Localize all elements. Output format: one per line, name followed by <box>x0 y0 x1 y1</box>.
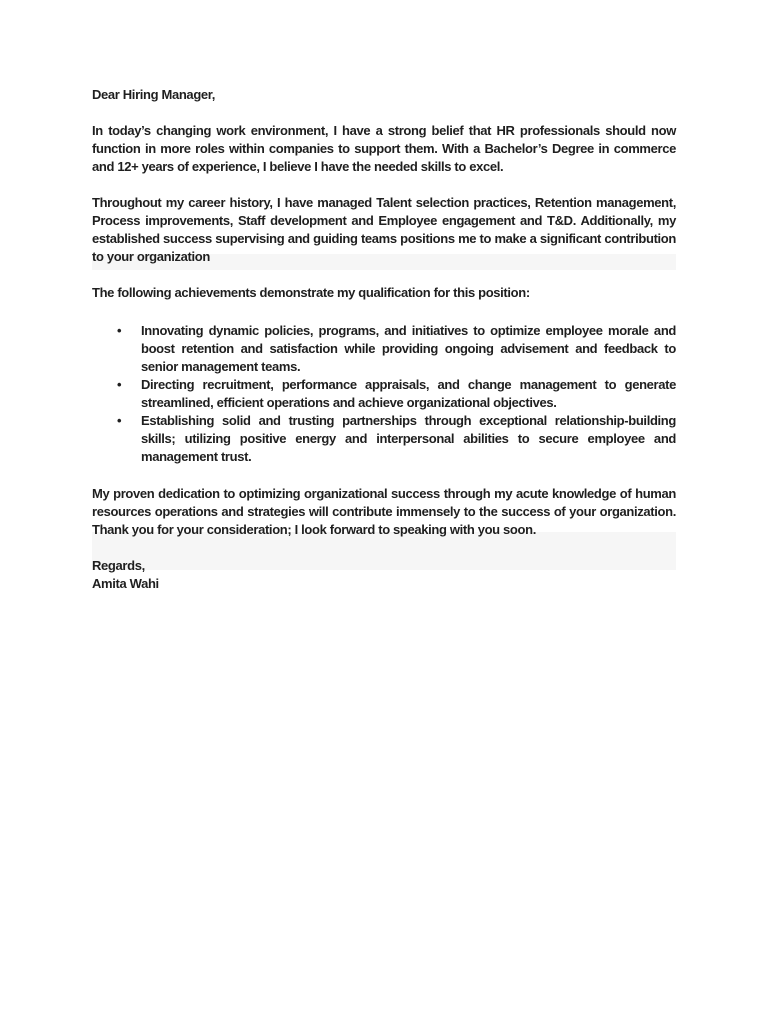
signature-name: Amita Wahi <box>92 576 159 591</box>
achievement-item: • Innovating dynamic policies, programs, and initiatives to optimize employee morale and boost retention and satisfaction while providing ongoing advisement and feedback to senior management teams. <box>141 322 676 376</box>
signoff-block <box>92 557 676 593</box>
salutation: Dear Hiring Manager, <box>92 87 216 102</box>
achievement-item: • Establishing solid and trusting partnerships through exceptional relationship-building skills; utilizing positive energy and interpersonal abilities to secure employee and management trust. <box>141 412 676 466</box>
paragraph-career-history: Throughout my career history, I have managed Talent selection practices, Retention management, Process improvements, Staff development and Employee engagement and T&D. Additionally, my established success supervising and guiding teams positions me to make a significant contribution to your organization <box>92 195 676 264</box>
paragraph-intro: In today’s changing work environment, I have a strong belief that HR professionals should now function in more roles within companies to support them. With a Bachelor’s Degree in commerce and 12+ years of experience, I believe I have the needed skills to excel. <box>92 123 676 174</box>
paragraph-closing: My proven dedication to optimizing organizational success through my acute knowledge of human resources operations and strategies will contribute immensely to the success of your organization. Thank you for your consideration; I look forward to speaking with you soon. <box>92 486 676 537</box>
signoff: Regards, <box>92 558 145 573</box>
achievement-item: • Directing recruitment, performance appraisals, and change management to generate streamlined, efficient operations and achieve organizational objectives. <box>141 376 676 412</box>
cover-letter-body <box>92 86 676 593</box>
achievements-list <box>92 322 676 466</box>
paragraph-achievements-lead: The following achievements demonstrate my qualification for this position: <box>92 285 530 300</box>
